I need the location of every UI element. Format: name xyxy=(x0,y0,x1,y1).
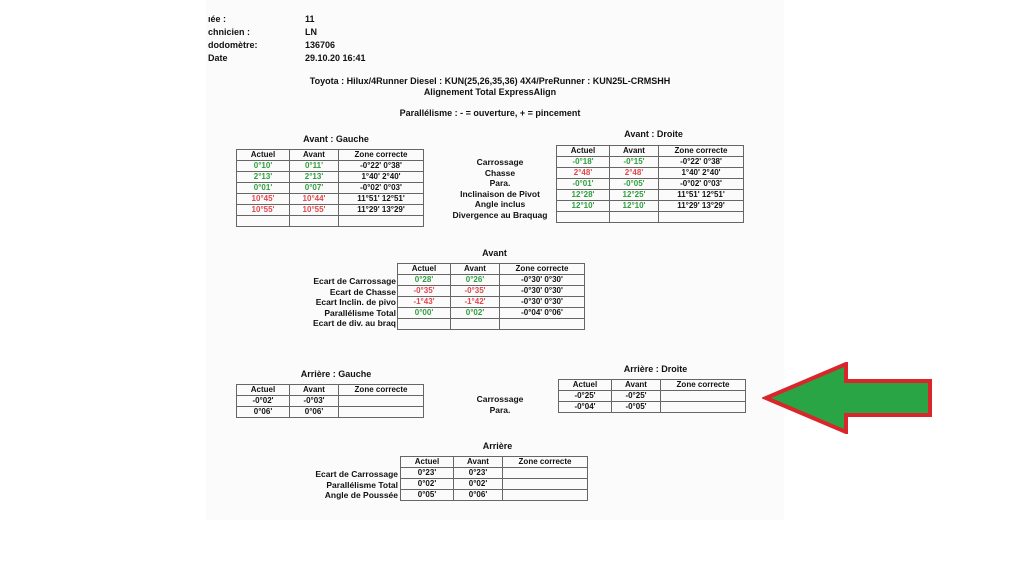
header-value-technician: LN xyxy=(305,27,317,37)
cell-zone: -0°30' 0°30' xyxy=(500,286,585,297)
header-value-date: 29.10.20 16:41 xyxy=(305,53,366,63)
rear-right-table xyxy=(558,379,746,413)
header-label-vehicle: ıée : xyxy=(208,14,227,24)
cell-zone xyxy=(339,216,424,227)
front-left-title: Avant : Gauche xyxy=(303,134,369,144)
col-zone: Zone correcte xyxy=(659,146,744,157)
cell-avant xyxy=(451,319,500,330)
cell-avant xyxy=(290,216,339,227)
col-avant: Avant xyxy=(290,385,339,396)
cell-actuel: 0°00' xyxy=(398,308,451,319)
col-avant: Avant xyxy=(451,264,500,275)
front-measure-labels xyxy=(440,157,560,220)
cell-avant: -0°03' xyxy=(290,396,339,407)
header-label-technician: chnicien : xyxy=(208,27,251,37)
label-ecart-div-braq: Ecart de div. au braq xyxy=(313,318,396,328)
cell-actuel: -0°25' xyxy=(559,391,612,402)
col-actuel: Actuel xyxy=(559,380,612,391)
rear-total-title: Arrière xyxy=(482,441,513,451)
cell-zone xyxy=(503,468,588,479)
cell-zone xyxy=(500,319,585,330)
header-values xyxy=(305,13,425,65)
header-label-date: Date xyxy=(208,53,228,63)
cell-actuel: -0°35' xyxy=(398,286,451,297)
table-row xyxy=(401,468,588,479)
label-ecart-inclin-pivot: Ecart Inclin. de pivo xyxy=(315,297,396,307)
cell-zone: -0°22' 0°38' xyxy=(339,161,424,172)
cell-zone xyxy=(659,212,744,223)
cell-avant: 2°13' xyxy=(290,172,339,183)
front-total-title: Avant xyxy=(482,248,507,258)
cell-avant: -0°25' xyxy=(612,391,661,402)
col-zone: Zone correcte xyxy=(339,385,424,396)
rear-measure-labels xyxy=(446,394,554,415)
col-actuel: Actuel xyxy=(237,150,290,161)
cell-zone xyxy=(661,391,746,402)
cell-avant: -0°15' xyxy=(610,157,659,168)
header-labels xyxy=(208,13,298,65)
header-value-odometer: 136706 xyxy=(305,40,336,50)
col-zone: Zone correcte xyxy=(661,380,746,391)
cell-avant: -0°05' xyxy=(612,402,661,413)
table-row xyxy=(237,407,424,418)
cell-actuel xyxy=(237,216,290,227)
table-row xyxy=(237,194,424,205)
col-zone: Zone correcte xyxy=(339,150,424,161)
cell-actuel: 12°28' xyxy=(557,190,610,201)
cell-avant: -0°05' xyxy=(610,179,659,190)
label-parallelisme-total: Parallélisme Total xyxy=(324,307,396,318)
table-row xyxy=(237,161,424,172)
col-actuel: Actuel xyxy=(398,264,451,275)
table-row xyxy=(398,319,585,330)
cell-zone: -0°30' 0°30' xyxy=(500,297,585,308)
cell-zone xyxy=(661,402,746,413)
cell-avant: 0°02' xyxy=(451,308,500,319)
cell-zone: -0°02' 0°03' xyxy=(659,179,744,190)
cell-actuel: 0°01' xyxy=(237,183,290,194)
header-label-odometer: dodomètre: xyxy=(208,40,258,50)
cell-avant: 12°10' xyxy=(610,201,659,212)
cell-actuel xyxy=(398,319,451,330)
table-row xyxy=(557,212,744,223)
table-row xyxy=(557,157,744,168)
cell-avant: 12°25' xyxy=(610,190,659,201)
col-avant: Avant xyxy=(610,146,659,157)
cell-zone: 11°29' 13°29' xyxy=(339,205,424,216)
cell-actuel: 0°10' xyxy=(237,161,290,172)
cell-avant: 10°44' xyxy=(290,194,339,205)
cell-actuel: -0°01' xyxy=(557,179,610,190)
rear-total-labels xyxy=(262,469,398,501)
table-row xyxy=(559,402,746,413)
label-rear-parallelisme-total: Parallélisme Total xyxy=(326,479,398,490)
cell-avant: 0°06' xyxy=(454,490,503,501)
report-title xyxy=(240,76,740,98)
report-title-subtitle: Alignement Total ExpressAlign xyxy=(423,87,557,97)
rear-left-title: Arrière : Gauche xyxy=(300,369,372,379)
cell-actuel: -0°02' xyxy=(237,396,290,407)
cell-avant: 10°55' xyxy=(290,205,339,216)
rear-total-table xyxy=(400,456,588,501)
cell-actuel: 0°23' xyxy=(401,468,454,479)
cell-avant: 0°26' xyxy=(451,275,500,286)
arrow-shape xyxy=(766,364,930,432)
front-right-title: Avant : Droite xyxy=(624,129,683,139)
col-avant: Avant xyxy=(454,457,503,468)
table-row xyxy=(237,396,424,407)
cell-zone: -0°02' 0°03' xyxy=(339,183,424,194)
table-row xyxy=(398,275,585,286)
label-ecart-chasse: Ecart de Chasse xyxy=(329,286,396,297)
table-row xyxy=(557,190,744,201)
front-total-labels xyxy=(260,276,396,329)
label-divergence-braquage: Divergence au Braquag xyxy=(452,209,548,220)
col-zone: Zone correcte xyxy=(500,264,585,275)
cell-avant: -0°35' xyxy=(451,286,500,297)
cell-zone: 1°40' 2°40' xyxy=(339,172,424,183)
cell-zone: 11°29' 13°29' xyxy=(659,201,744,212)
rear-left-table xyxy=(236,384,424,418)
cell-zone: -0°22' 0°38' xyxy=(659,157,744,168)
table-row xyxy=(237,183,424,194)
label-rear-para: Para. xyxy=(489,404,511,415)
table-row xyxy=(401,490,588,501)
table-row xyxy=(237,216,424,227)
parallelism-note: Parallélisme : - = ouverture, + = pincement xyxy=(399,108,581,118)
cell-avant: 0°06' xyxy=(290,407,339,418)
cell-actuel: 2°13' xyxy=(237,172,290,183)
table-row xyxy=(237,205,424,216)
table-row xyxy=(237,172,424,183)
cell-avant: 0°23' xyxy=(454,468,503,479)
cell-actuel: 10°55' xyxy=(237,205,290,216)
label-angle-poussee: Angle de Poussée xyxy=(324,490,398,500)
table-row xyxy=(398,308,585,319)
cell-zone: -0°30' 0°30' xyxy=(500,275,585,286)
front-right-table xyxy=(556,145,744,223)
cell-zone xyxy=(339,396,424,407)
label-rear-ecart-carrossage: Ecart de Carrossage xyxy=(315,469,398,479)
cell-actuel: -0°04' xyxy=(559,402,612,413)
cell-avant: 0°11' xyxy=(290,161,339,172)
cell-avant: -1°42' xyxy=(451,297,500,308)
label-inclinaison-pivot: Inclinaison de Pivot xyxy=(460,188,540,199)
label-carrossage: Carrossage xyxy=(476,157,524,167)
table-row xyxy=(557,201,744,212)
front-total-table xyxy=(397,263,585,330)
col-actuel: Actuel xyxy=(401,457,454,468)
front-left-table xyxy=(236,149,424,227)
header-value-vehicle: 11 xyxy=(305,14,315,24)
col-avant: Avant xyxy=(612,380,661,391)
col-zone: Zone correcte xyxy=(503,457,588,468)
report-title-vehicle: Toyota : Hilux/4Runner Diesel : KUN(25,26,35,36) 4X4/PreRunner : KUN25L-CRMSHH xyxy=(309,76,671,86)
table-row xyxy=(557,168,744,179)
cell-actuel: 0°28' xyxy=(398,275,451,286)
cell-actuel: -0°18' xyxy=(557,157,610,168)
table-row xyxy=(398,297,585,308)
cell-actuel: 0°05' xyxy=(401,490,454,501)
col-actuel: Actuel xyxy=(237,385,290,396)
col-avant: Avant xyxy=(290,150,339,161)
label-rear-carrossage: Carrossage xyxy=(476,394,524,404)
cell-actuel: -1°43' xyxy=(398,297,451,308)
col-actuel: Actuel xyxy=(557,146,610,157)
cell-avant: 0°07' xyxy=(290,183,339,194)
cell-actuel xyxy=(557,212,610,223)
cell-zone xyxy=(503,479,588,490)
cell-actuel: 12°10' xyxy=(557,201,610,212)
label-angle-inclus: Angle inclus xyxy=(474,199,526,209)
cell-avant: 2°48' xyxy=(610,168,659,179)
table-row xyxy=(557,179,744,190)
label-ecart-carrossage: Ecart de Carrossage xyxy=(313,276,396,286)
cell-zone: 1°40' 2°40' xyxy=(659,168,744,179)
cell-zone xyxy=(339,407,424,418)
cell-actuel: 10°45' xyxy=(237,194,290,205)
cell-zone: 11°51' 12°51' xyxy=(339,194,424,205)
table-row xyxy=(559,391,746,402)
cell-zone: 11°51' 12°51' xyxy=(659,190,744,201)
label-chasse: Chasse xyxy=(484,167,516,178)
table-row xyxy=(401,479,588,490)
label-para: Para. xyxy=(489,178,511,188)
cell-zone: -0°04' 0°06' xyxy=(500,308,585,319)
green-arrow-icon xyxy=(762,362,934,434)
cell-actuel: 2°48' xyxy=(557,168,610,179)
cell-actuel: 0°06' xyxy=(237,407,290,418)
cell-zone xyxy=(503,490,588,501)
cell-avant xyxy=(610,212,659,223)
cell-avant: 0°02' xyxy=(454,479,503,490)
cell-actuel: 0°02' xyxy=(401,479,454,490)
rear-right-title: Arrière : Droite xyxy=(623,364,688,374)
table-row xyxy=(398,286,585,297)
